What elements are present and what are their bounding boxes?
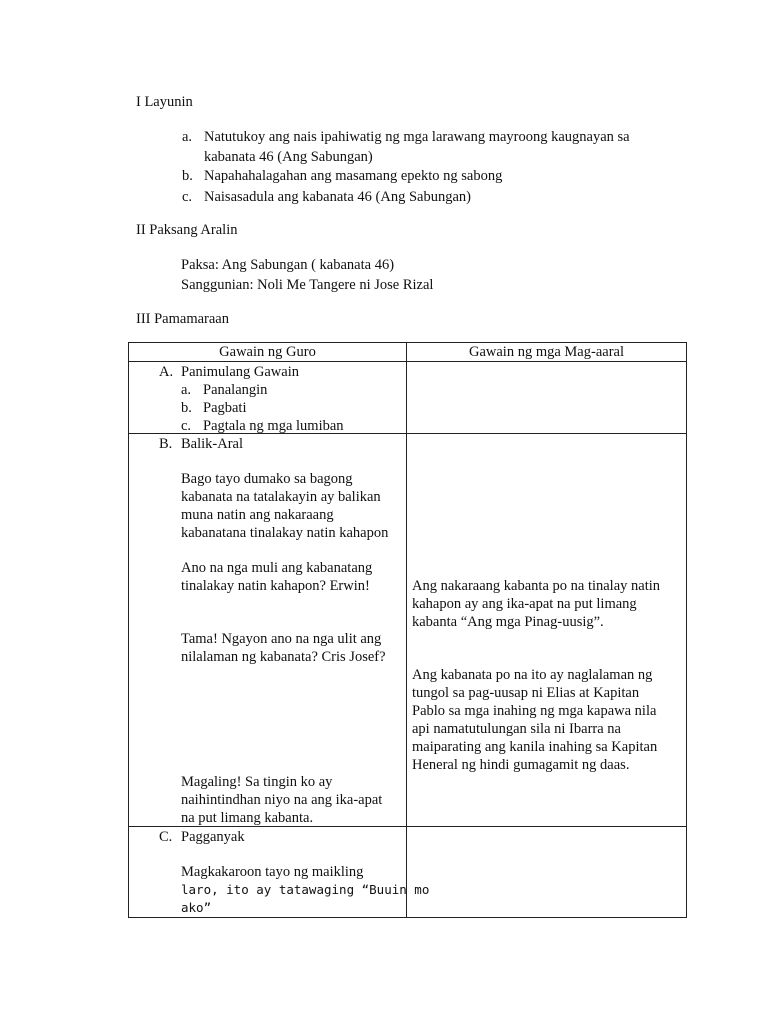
teacher-text-line: kabanata na tatalakayin ay balikan (181, 489, 381, 505)
objective-letter: c. (182, 189, 193, 205)
section-heading-paksang-aralin: II Paksang Aralin (136, 222, 238, 238)
row-letter: B. (159, 436, 173, 452)
table-row (129, 434, 687, 827)
list-letter: a. (181, 382, 192, 398)
teacher-cell-a (129, 362, 407, 434)
student-cell-c (407, 827, 687, 918)
objective-letter: b. (182, 168, 193, 184)
row-letter: A. (159, 364, 174, 380)
list-letter: c. (181, 418, 192, 434)
teacher-text-line: Ano na nga muli ang kabanatang (181, 560, 373, 576)
teacher-text-line: nilalaman ng kabanata? Cris Josef? (181, 649, 386, 665)
column-header-student: Gawain ng mga Mag-aaral (407, 343, 687, 362)
objective-text-line: kabanata 46 (Ang Sabungan) (204, 149, 373, 165)
teacher-text-line: Tama! Ngayon ano na nga ulit ang (181, 631, 382, 647)
teacher-text-line: na put limang kabanta. (181, 810, 314, 826)
table-row (129, 362, 687, 434)
objective-letter: a. (182, 129, 193, 145)
sanggunian-text: Sanggunian: Noli Me Tangere ni Jose Rizal (181, 277, 434, 293)
student-text-line: maiparating ang kanila inahing sa Kapitan (412, 739, 658, 755)
section-heading-pamamaraan: III Pamamaraan (136, 311, 229, 327)
list-item: Panalangin (203, 382, 268, 398)
teacher-text-line: Bago tayo dumako sa bagong (181, 471, 353, 487)
student-text-line: api namatutulungan sila ni Ibarra na (412, 721, 621, 737)
table-row (129, 827, 687, 918)
teacher-text-line: laro, ito ay tatawaging “Buuin mo (181, 882, 430, 897)
objective-text-line: Naisasadula ang kabanata 46 (Ang Sabungan) (204, 189, 471, 205)
teacher-text-line: Magkakaroon tayo ng maikling (181, 864, 364, 880)
teacher-cell-b (129, 434, 407, 827)
teacher-text-line: muna natin ang nakaraang (181, 507, 334, 523)
student-text-line: kabanta “Ang mga Pinag-uusig”. (412, 614, 604, 630)
student-text-line: Pablo sa mga inahing ng mga kapawa nila (412, 703, 657, 719)
list-item: Pagtala ng mga lumiban (203, 418, 344, 434)
student-cell-a (407, 362, 687, 434)
teacher-text-line: kabanatana tinalakay natin kahapon (181, 525, 389, 541)
teacher-cell-c (129, 827, 430, 918)
row-title: Panimulang Gawain (181, 364, 299, 380)
teacher-text-line: naihintindhan niyo na ang ika-apat (181, 792, 383, 808)
column-header-teacher: Gawain ng Guro (129, 343, 407, 362)
row-letter: C. (159, 829, 173, 845)
objective-text-line: Napahahalagahan ang masamang epekto ng sabong (204, 168, 503, 184)
table-header-row (129, 343, 687, 362)
teacher-text-line: ako” (181, 900, 212, 915)
teacher-text-line: Magaling! Sa tingin ko ay (181, 774, 333, 790)
student-text-line: Heneral ng hindi gumagamit ng daas. (412, 757, 630, 773)
list-letter: b. (181, 400, 192, 416)
lesson-plan-table (128, 342, 687, 918)
paksa-text: Paksa: Ang Sabungan ( kabanata 46) (181, 257, 395, 273)
student-text-line: Ang nakaraang kabanta po na tinalay natin (412, 578, 661, 594)
student-cell-b (407, 434, 687, 827)
teacher-text-line: tinalakay natin kahapon? Erwin! (181, 578, 370, 594)
list-item: Pagbati (203, 400, 247, 416)
row-title: Balik-Aral (181, 436, 244, 452)
student-text-line: kahapon ay ang ika-apat na put limang (412, 596, 637, 612)
student-text-line: Ang kabanata po na ito ay naglalaman ng (412, 667, 653, 683)
student-text-line: tungol sa pag-uusap ni Elias at Kapitan (412, 685, 640, 701)
objective-text-line: Natutukoy ang nais ipahiwatig ng mga larawang mayroong kaugnayan sa (204, 129, 630, 145)
section-heading-layunin: I Layunin (136, 94, 193, 110)
row-title: Pagganyak (181, 829, 245, 845)
